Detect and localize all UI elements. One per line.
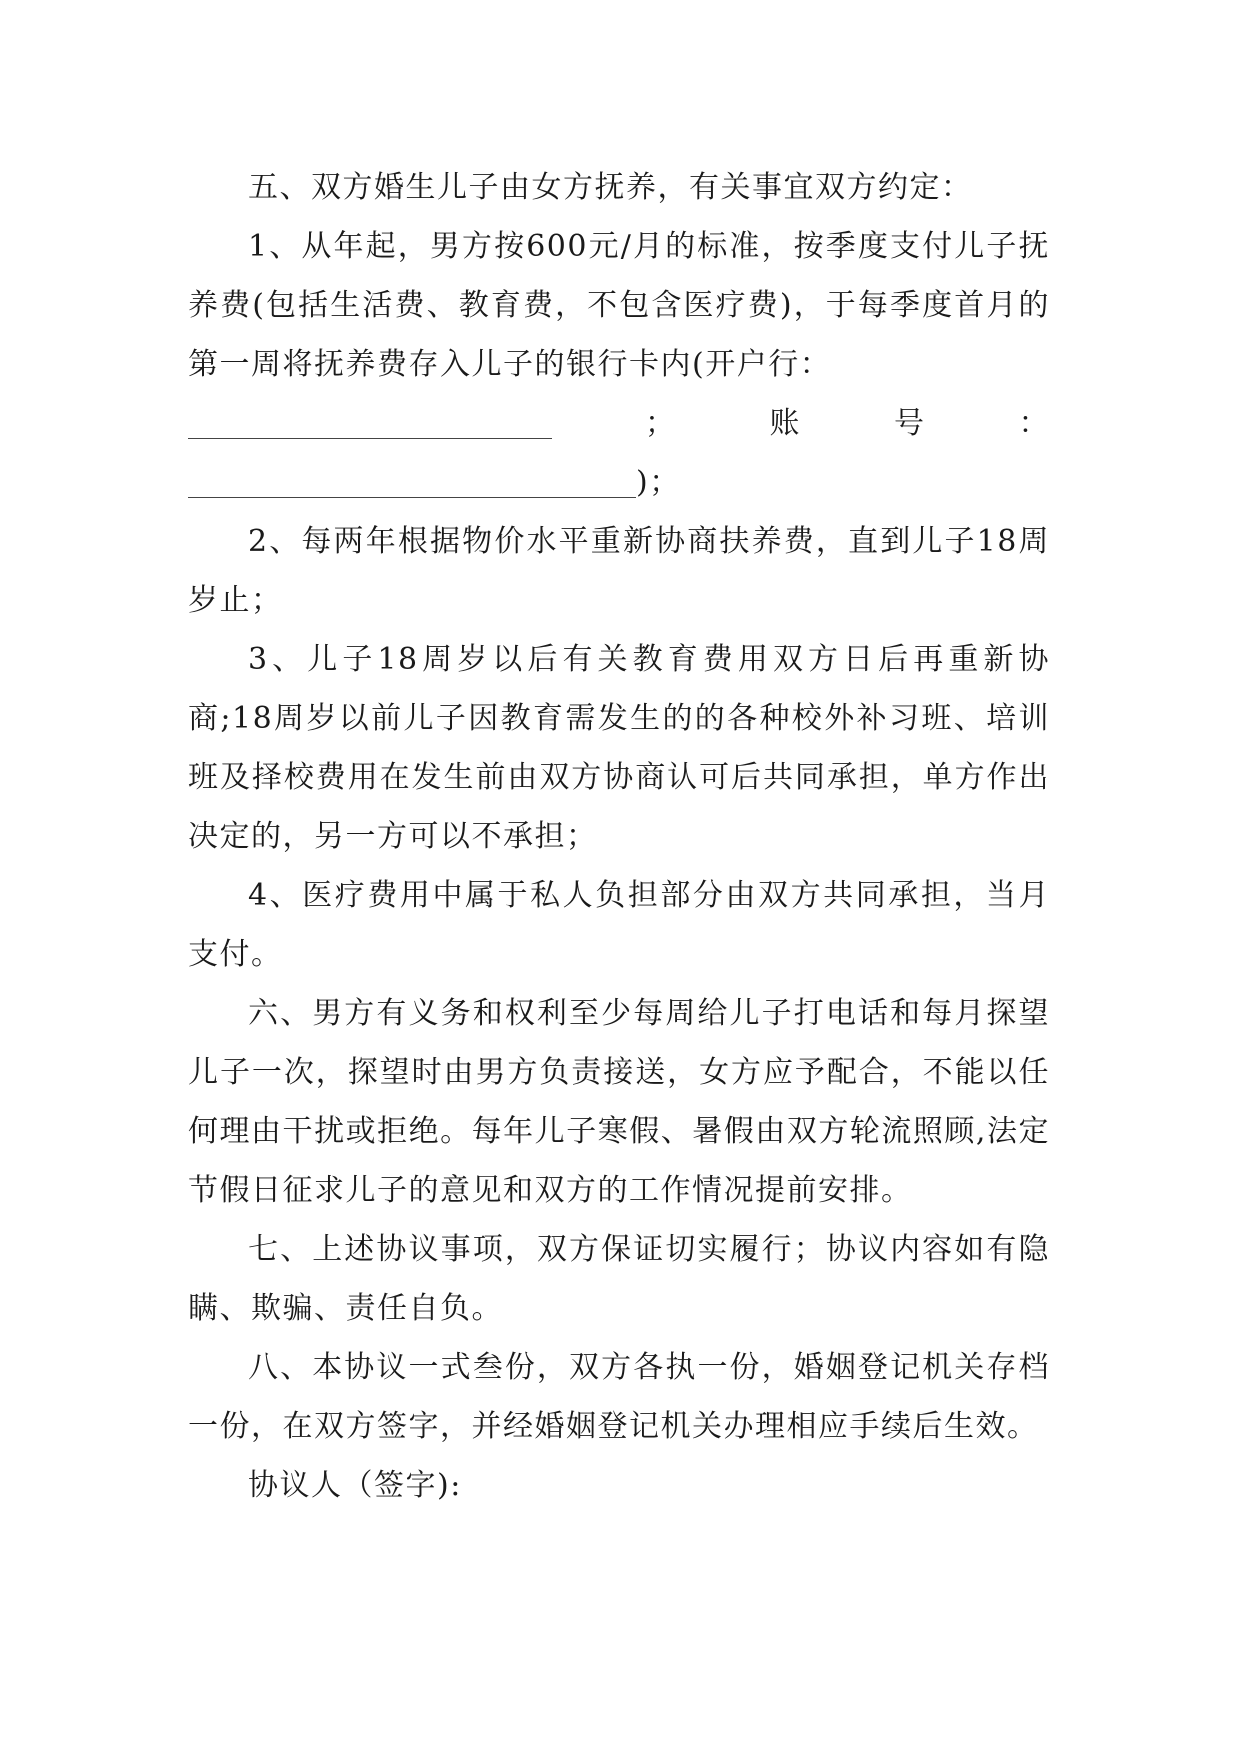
account-colon: ： [1018,406,1050,441]
item-4-text: 4、医疗费用中属于私人负担部分由双方共同承担，当月支付。 [188,878,1050,972]
section-6-text: 六、男方有义务和权利至少每周给儿子打电话和每月探望儿子一次，探望时由男方负责接送，女方应予配合，不能以任何理由干扰或拒绝。每年儿子寒假、暑假由双方轮流照顾,法定节假日征求儿子的意见和双方的工作情况提前安排。 [188,996,1050,1208]
account-line-end: )； [636,465,681,500]
section-5-heading: 五、双方婚生儿子由女方抚养，有关事宜双方约定： [248,170,973,205]
section-8-text: 八、本协议一式叁份，双方各执一份，婚姻登记机关存档一份，在双方签字，并经婚姻登记机关办理相应手续后生效。 [188,1350,1050,1444]
account-number-blank[interactable] [188,497,636,498]
account-label-char-2: 号 [894,406,926,441]
bank-name-blank[interactable] [188,438,552,439]
item-3-text: 3、儿子18周岁以后有关教育费用双方日后再重新协商;18周岁以前儿子因教育需发生的的各种校外补习班、培训班及择校费用在发生前由双方协商认可后共同承担，单方作出决定的，另一方可以不承担； [188,642,1050,854]
document-body [188,158,1050,1515]
account-label-char-1: 账 [769,406,801,441]
item-1-text: 1、从年起，男方按600元/月的标准，按季度支付儿子抚养费(包括生活费、教育费，不包含医疗费)，于每季度首月的第一周将抚养费存入儿子的银行卡内(开户行： [188,229,1050,382]
account-blank-line [188,453,1050,512]
bank-blank-line [188,394,1050,453]
signature-label: 协议人（签字): [248,1468,462,1503]
bank-semicolon: ； [645,406,677,441]
section-7-text: 七、上述协议事项，双方保证切实履行；协议内容如有隐瞒、欺骗、责任自负。 [188,1232,1050,1326]
item-2-text: 2、每两年根据物价水平重新协商扶养费，直到儿子18周岁止； [188,524,1050,618]
